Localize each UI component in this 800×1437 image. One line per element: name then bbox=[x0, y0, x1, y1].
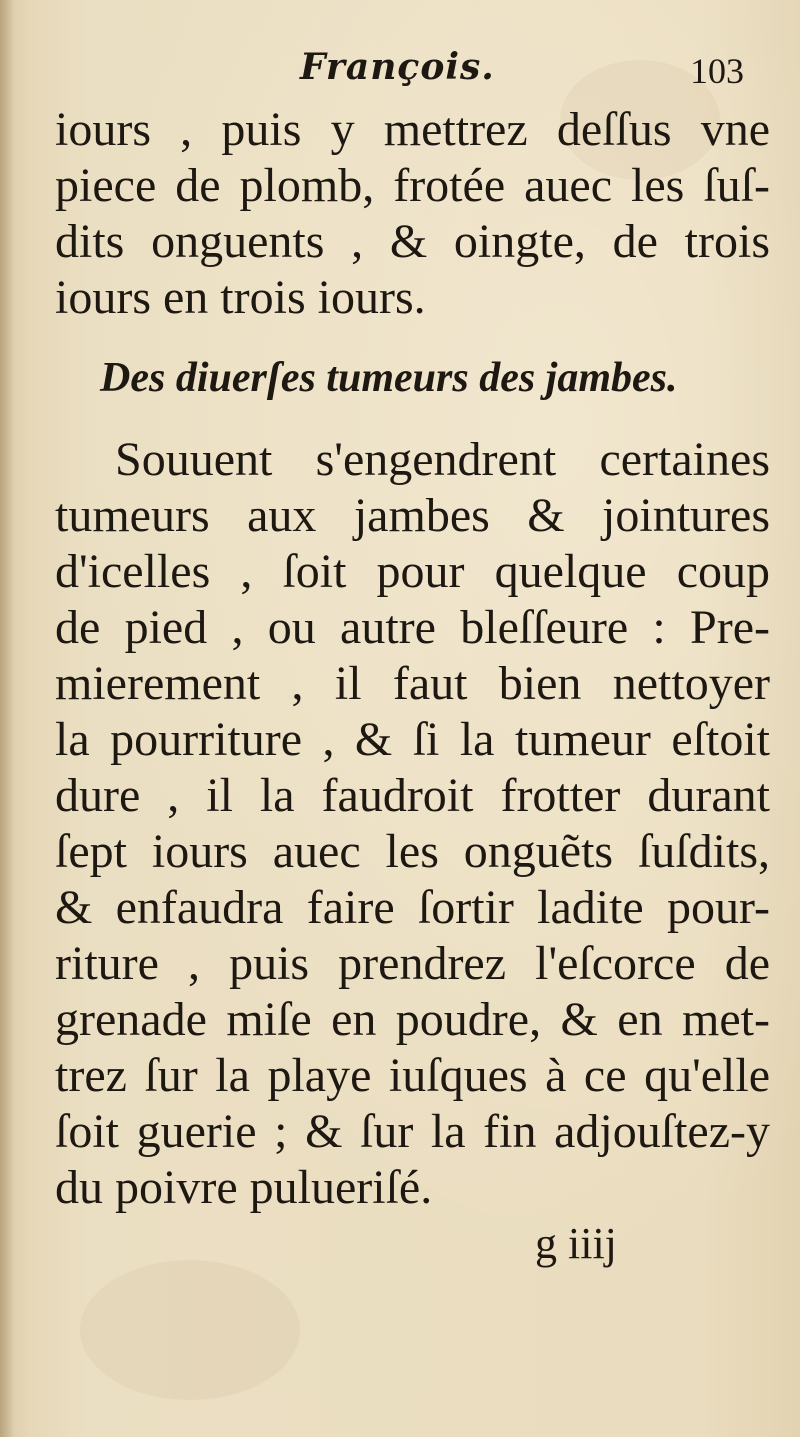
text-line: trez ſur la playe iuſques à ce qu'elle bbox=[55, 1049, 770, 1102]
running-head: François. bbox=[300, 46, 495, 88]
text-line: mierement , il faut bien nettoyer bbox=[55, 657, 770, 710]
paragraph-tumeurs bbox=[55, 432, 770, 1216]
binding-gutter bbox=[0, 0, 14, 1437]
text-line: & enfaudra faire ſortir ladite pour- bbox=[55, 881, 770, 934]
text-line: ſoit guerie ; & ſur la fin adjouſtez-y bbox=[55, 1105, 770, 1158]
text-line: dits onguents , & oingte, de trois bbox=[55, 215, 770, 268]
text-line: la pourriture , & ſi la tumeur eſtoit bbox=[55, 713, 770, 766]
text-line: piece de plomb, frotée auec les ſuſ- bbox=[55, 159, 770, 212]
paper-stain bbox=[80, 1260, 300, 1400]
paragraph-continued bbox=[55, 102, 770, 326]
text-line: tumeurs aux jambes & jointures bbox=[55, 489, 770, 542]
text-line: du poivre pulueriſé. bbox=[55, 1161, 433, 1214]
page-number: 103 bbox=[690, 51, 744, 91]
text-line: grenade miſe en poudre, & en met- bbox=[55, 993, 770, 1046]
text-line: iours en trois iours. bbox=[55, 271, 426, 324]
section-heading: Des diuerſes tumeurs des jambes. bbox=[100, 355, 678, 401]
page-header bbox=[0, 38, 800, 102]
text-line: ſept iours auec les onguẽts ſuſdits, bbox=[55, 825, 770, 878]
text-line: riture , puis prendrez l'eſcorce de bbox=[55, 937, 770, 990]
text-line: dure , il la faudroit frotter durant bbox=[55, 769, 770, 822]
text-line: d'icelles , ſoit pour quelque coup bbox=[55, 545, 770, 598]
text-line: iours , puis y mettrez deſſus vne bbox=[55, 103, 770, 156]
text-line: de pied , ou autre bleſſeure : Pre- bbox=[55, 601, 770, 654]
text-line: Souuent s'engendrent certaines bbox=[115, 433, 770, 486]
signature-mark: g iiij bbox=[535, 1219, 617, 1268]
